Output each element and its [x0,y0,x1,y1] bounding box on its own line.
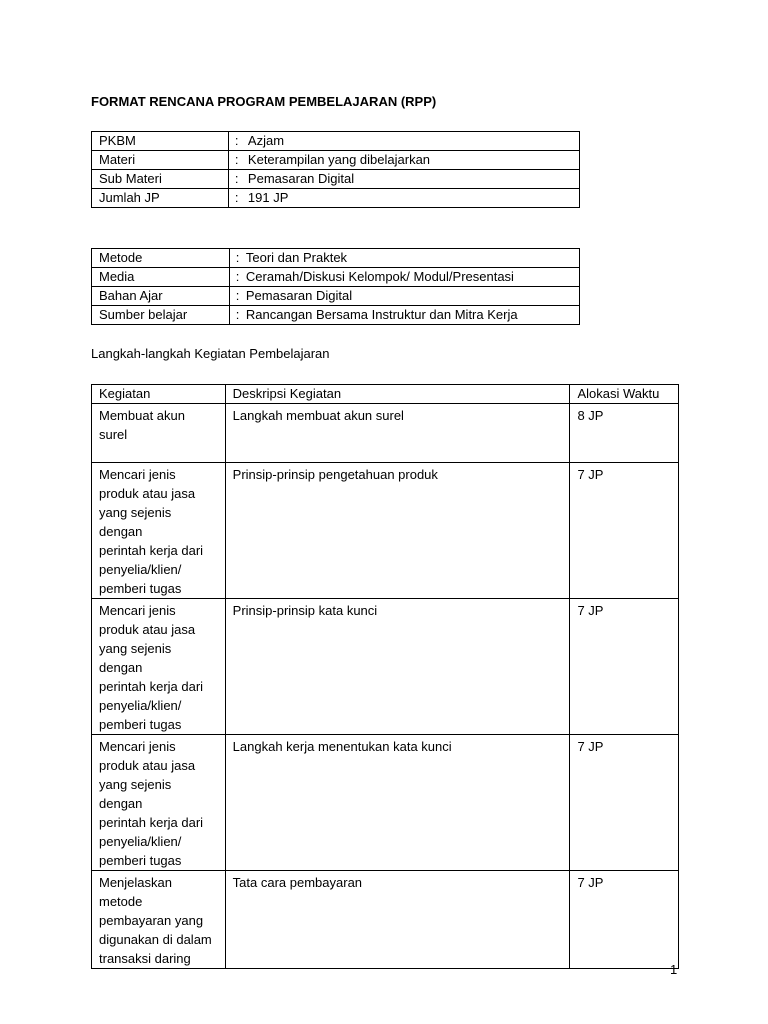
field-label: Materi [92,151,229,170]
cell-alokasi: 7 JP [570,463,679,599]
cell-alokasi: 8 JP [570,404,679,463]
table-row [92,404,679,463]
field-separator: : [228,151,245,170]
field-value: Pemasaran Digital [246,287,580,306]
table-row [92,151,580,170]
field-label: Media [92,268,230,287]
section-title: Langkah-langkah Kegiatan Pembelajaran [91,346,330,361]
cell-alokasi: 7 JP [570,599,679,735]
activity-table [91,384,679,969]
field-value: 191 JP [245,189,580,208]
field-separator: : [229,306,246,325]
column-header-kegiatan: Kegiatan [92,385,226,404]
field-label: Sub Materi [92,170,229,189]
cell-deskripsi: Tata cara pembayaran [225,871,570,969]
table-row [92,735,679,871]
field-label: Sumber belajar [92,306,230,325]
cell-kegiatan: Menjelaskan metode pembayaran yang digunakan di dalam transaksi daring [92,871,226,969]
table-row [92,287,580,306]
cell-deskripsi: Langkah kerja menentukan kata kunci [225,735,570,871]
table-row [92,132,580,151]
cell-kegiatan: Mencari jenis produk atau jasa yang sejenis dengan perintah kerja dari penyelia/klien/ pemberi tugas [92,735,226,871]
info-table-method [91,248,580,325]
table-row [92,268,580,287]
cell-deskripsi: Prinsip-prinsip pengetahuan produk [225,463,570,599]
field-separator: : [229,249,246,268]
field-label: PKBM [92,132,229,151]
field-separator: : [229,287,246,306]
column-header-deskripsi: Deskripsi Kegiatan [225,385,570,404]
cell-kegiatan: Mencari jenis produk atau jasa yang sejenis dengan perintah kerja dari penyelia/klien/ pemberi tugas [92,463,226,599]
cell-alokasi: 7 JP [570,871,679,969]
field-separator: : [229,268,246,287]
field-value: Keterampilan yang dibelajarkan [245,151,580,170]
table-header-row [92,385,679,404]
field-label: Metode [92,249,230,268]
field-value: Teori dan Praktek [246,249,580,268]
table-row [92,599,679,735]
cell-alokasi: 7 JP [570,735,679,871]
field-value: Azjam [245,132,580,151]
field-label: Bahan Ajar [92,287,230,306]
document-title: FORMAT RENCANA PROGRAM PEMBELAJARAN (RPP) [91,94,437,109]
field-label: Jumlah JP [92,189,229,208]
field-separator: : [228,132,245,151]
field-value: Rancangan Bersama Instruktur dan Mitra Kerja [246,306,580,325]
table-row [92,463,679,599]
table-row [92,170,580,189]
cell-kegiatan: Mencari jenis produk atau jasa yang sejenis dengan perintah kerja dari penyelia/klien/ pemberi tugas [92,599,226,735]
field-separator: : [228,170,245,189]
page-number: 1 [670,962,678,977]
field-separator: : [228,189,245,208]
table-row [92,871,679,969]
field-value: Pemasaran Digital [245,170,580,189]
table-row [92,306,580,325]
info-table-identity [91,131,580,208]
field-value: Ceramah/Diskusi Kelompok/ Modul/Presentasi [246,268,580,287]
column-header-alokasi: Alokasi Waktu [570,385,679,404]
cell-deskripsi: Langkah membuat akun surel [225,404,570,463]
cell-kegiatan: Membuat akun surel [92,404,226,463]
table-row [92,249,580,268]
cell-deskripsi: Prinsip-prinsip kata kunci [225,599,570,735]
table-row [92,189,580,208]
